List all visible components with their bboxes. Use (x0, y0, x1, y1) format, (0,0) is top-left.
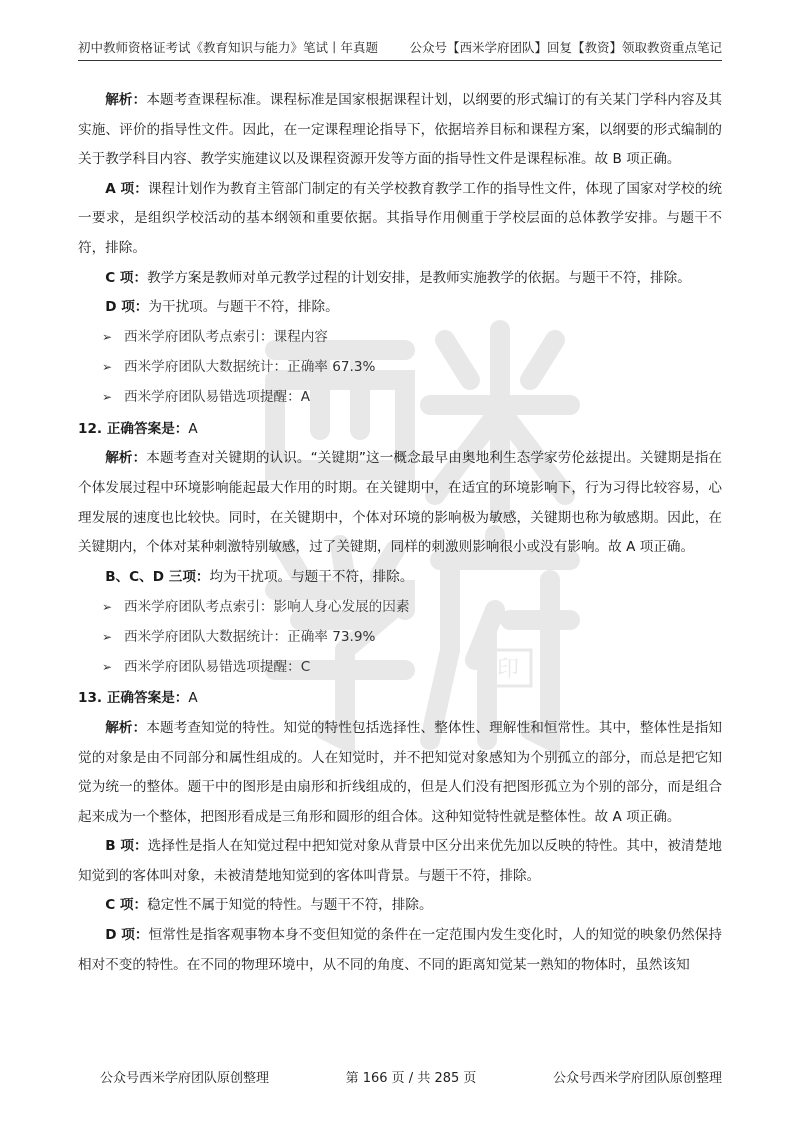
q12-analysis-label: 解析： (105, 450, 147, 467)
q11-analysis (78, 86, 722, 175)
q13-c-label: C 项： (105, 897, 148, 914)
page-footer (100, 1067, 722, 1086)
q12-bcd-label: B、C、D 三项： (105, 568, 210, 585)
footer-left-text: 公众号西米学府团队原创整理 (100, 1071, 270, 1086)
q11-bullet (102, 353, 722, 383)
q12-bullet (102, 622, 722, 652)
q12-bullet-text: 西米学府团队考点索引：影响人身心发展的因素 (124, 598, 410, 615)
q13-c-text: 稳定性不属于知觉的特性。与题干不符，排除。 (147, 897, 433, 914)
q13-b-text: 选择性是指人在知觉过程中把知觉对象从背景中区分出来优先加以反映的特性。其中，被清楚地知觉到的客体叫对象，未被清楚地知觉到的客体叫背景。与题干不符，排除。 (78, 838, 723, 884)
q11-bullet-text: 西米学府团队易错选项提醒：A (124, 388, 311, 405)
q13-b-label: B 项： (105, 838, 148, 855)
q12-bullet (102, 652, 722, 682)
header-left-text: 初中教师资格证考试《教育知识与能力》笔试丨年真题 (78, 40, 379, 55)
q13-analysis-text: 本题考查知觉的特性。知觉的特性包括选择性、整体性、理解性和恒常性。其中，整体性是指知觉的对象是由不同部分和属性组成的。人在知觉时，并不把知觉对象感知为个别孤立的部分，而总是把它知觉为统一的整体。题干中的图形是由扇形和折线组成的，但是人们没有把图形孤立为个别的部分，而是组合起来成为一个整体，把图形看成是三角形和圆形的组合体。这种知觉特性就是整体性。故 A 项正确。 (78, 719, 723, 825)
q12-answer: A (188, 420, 198, 437)
q11-analysis-label: 解析： (105, 92, 147, 108)
q11-c-label: C 项： (105, 269, 148, 286)
q12-analysis (78, 444, 722, 562)
q11-option-c (78, 264, 722, 294)
q12-analysis-text: 本题考查对关键期的认识。“关键期”这一概念最早由奥地利生态学家劳伦兹提出。关键期是指在个体发展过程中环境影响能起最大作用的时期。在关键期中，在适宜的环境影响下，行为习得比较容易，心理发展的速度也比较快。同时，在关键期中，个体对环境的影响极为敏感，关键期也称为敏感期。因此，在关键期内，个体对某种刺激特别敏感，过了关键期，同样的刺激则影响很小或没有影响。故 A 项正确。 (78, 450, 722, 556)
arrow-icon: ➢ (102, 599, 113, 614)
page-number: 第 166 页 / 共 285 页 (345, 1071, 477, 1086)
q13-option-b (78, 832, 722, 891)
q11-bullet-text: 西米学府团队考点索引：课程内容 (124, 328, 328, 345)
arrow-icon: ➢ (102, 329, 113, 344)
page-header (78, 38, 722, 61)
footer-right-text: 公众号西米学府团队原创整理 (552, 1071, 722, 1086)
q12-bullet (102, 592, 722, 622)
q11-bullet (102, 323, 722, 353)
q11-d-label: D 项： (105, 299, 149, 316)
q11-bullet (102, 383, 722, 413)
q12-bullet-text: 西米学府团队易错选项提醒：C (124, 658, 311, 675)
q13-analysis-label: 解析： (105, 719, 147, 736)
q13-d-label: D 项： (105, 927, 149, 944)
q12-heading-text: 12. 正确答案是： (78, 420, 189, 437)
q13-heading (78, 684, 722, 714)
q11-a-label: A 项： (105, 180, 148, 197)
q13-answer: A (188, 690, 198, 707)
q13-d-text: 恒常性是指客观事物本身不变但知觉的条件在一定范围内发生变化时，人的知觉的映象仍然保持相对不变的特性。在不同的物理环境中，从不同的角度、不同的距离知觉某一熟知的物体时，虽然该知 (78, 927, 722, 973)
q11-analysis-text: 本题考查课程标准。课程标准是国家根据课程计划，以纲要的形式编订的有关某门学科内容及其实施、评价的指导性文件。因此，在一定课程理论指导下，依据培养目标和课程方案，以纲要的形式编制的关于教学科目内容、教学实施建议以及课程资源开发等方面的指导性文件是课程标准。故 B 项正确。 (78, 92, 723, 168)
q13-option-c (78, 891, 722, 921)
q11-d-text: 为干扰项。与题干不符，排除。 (148, 299, 339, 316)
seal-text: 印 (496, 657, 520, 682)
arrow-icon: ➢ (102, 629, 113, 644)
q12-option-bcd (78, 563, 722, 593)
document-body (78, 86, 722, 980)
q11-option-a (78, 175, 722, 264)
arrow-icon: ➢ (102, 659, 113, 674)
q13-option-d (78, 921, 722, 980)
q12-bullet-text: 西米学府团队大数据统计：正确率 73.9% (124, 628, 376, 645)
q13-analysis (78, 714, 722, 832)
q11-bullet-text: 西米学府团队大数据统计：正确率 67.3% (124, 358, 376, 375)
q11-a-text: 课程计划作为教育主管部门制定的有关学校教育教学工作的指导性文件，体现了国家对学校的统一要求，是组织学校活动的基本纲领和重要依据。其指导作用侧重于学校层面的总体教学安排。与题干不符，排除。 (78, 180, 722, 256)
arrow-icon: ➢ (102, 389, 113, 404)
q11-c-text: 教学方案是教师对单元教学过程的计划安排，是教师实施教学的依据。与题干不符，排除。 (147, 269, 691, 286)
arrow-icon: ➢ (102, 359, 113, 374)
q12-heading (78, 415, 722, 445)
q11-option-d (78, 293, 722, 323)
q12-bcd-text: 均为干扰项。与题干不符，排除。 (209, 568, 414, 585)
header-right-text: 公众号【西米学府团队】回复【教资】领取教资重点笔记 (409, 40, 722, 55)
q13-heading-text: 13. 正确答案是： (78, 690, 189, 707)
